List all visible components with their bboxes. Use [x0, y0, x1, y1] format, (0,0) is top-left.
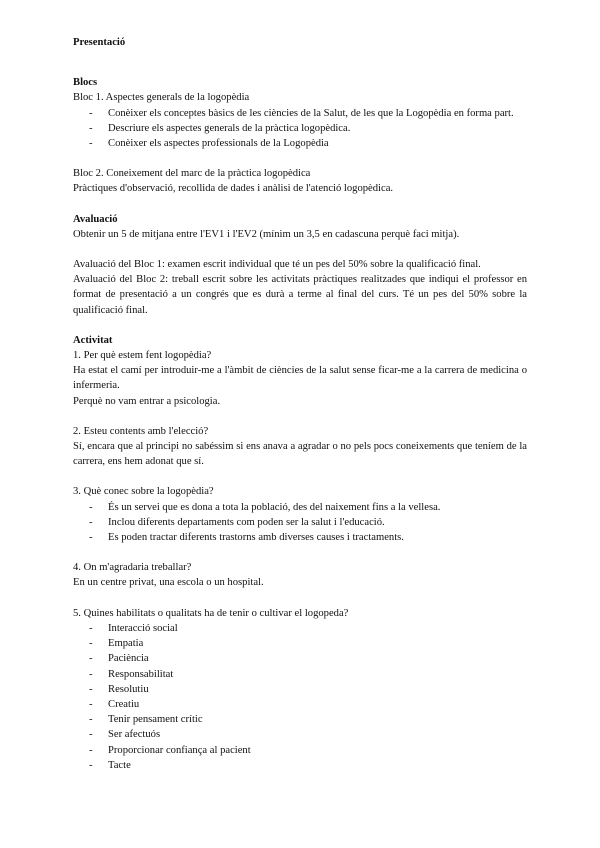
activitat-heading: Activitat — [73, 334, 113, 346]
bloc2-text: Pràctiques d'observació, recollida de dades i anàlisi de l'atenció logopèdica. — [73, 183, 394, 195]
list-item: - Proporcionar confiança al pacient — [89, 744, 251, 756]
list-item: - Inclou diferents departaments com poden ser la salut i l'educació. — [89, 516, 385, 528]
blocs-heading: Blocs — [73, 77, 98, 89]
answer-2: Sí, encara que al principi no sabéssim si ens anava a agradar o no pels pocs coneixements que teníem de la carrera, ens hem adonat que sí. — [73, 441, 527, 468]
list-item: - Conèixer els aspectes professionals de la Logopèdia — [89, 138, 329, 150]
question-5: 5. Quines habilitats o qualitats ha de tenir o cultivar el logopeda? — [73, 607, 349, 619]
list-item: - Conèixer els conceptes bàsics de les ciències de la Salut, de les que la Logopèdia en forma part. — [89, 107, 514, 119]
answer-4: En un centre privat, una escola o un hospital. — [73, 577, 264, 589]
list-item: - Tacte — [89, 759, 131, 771]
document-title: Presentació — [73, 37, 126, 48]
q3-list — [73, 500, 527, 546]
avaluacio-text-1: Obtenir un 5 de mitjana entre l'EV1 i l'EV2 (mínim un 3,5 en cadascuna perquè faci mitja). — [73, 228, 460, 240]
list-item: - Responsabilitat — [89, 668, 174, 680]
question-1: 1. Per què estem fent logopèdia? — [73, 350, 212, 362]
list-item: - Paciència — [89, 653, 149, 665]
answer-1b: Perquè no vam entrar a psicologia. — [73, 395, 221, 407]
bloc2-title: Bloc 2. Coneixement del marc de la pràctica logopèdica — [73, 168, 311, 180]
list-item: - És un servei que es dona a tota la població, des del naixement fins a la vellesa. — [89, 501, 441, 513]
bloc1-list — [73, 106, 527, 152]
list-item: - Ser afectuós — [89, 729, 161, 741]
question-2: 2. Esteu contents amb l'elecció? — [73, 425, 209, 437]
list-item: - Empatia — [89, 638, 144, 650]
list-item: - Resolutiu — [89, 683, 149, 695]
avaluacio-text-3: Avaluació del Bloc 2: treball escrit sobre les activitats pràctiques realitzades que indiqui el professor en format de presentació a un congrés que es durà a terme al final del curs. Té un pes del 50% sobre la qualificació final. — [73, 274, 527, 316]
list-item: - Descriure els aspectes generals de la pràctica logopèdica. — [89, 122, 351, 134]
avaluacio-heading: Avaluació — [73, 213, 118, 225]
question-4: 4. On m'agradaria treballar? — [73, 562, 192, 574]
list-item: - Interacció social — [89, 622, 178, 634]
q5-list — [73, 621, 527, 773]
list-item: - Tenir pensament crític — [89, 714, 203, 726]
bloc1-title: Bloc 1. Aspectes generals de la logopèdia — [73, 92, 250, 104]
document-content — [73, 35, 527, 773]
list-item: - Creatiu — [89, 698, 140, 710]
answer-1a: Ha estat el camí per introduir-me a l'àmbit de ciències de la salut sense ficar-me a la carrera de medicina o infermeria. — [73, 365, 527, 392]
avaluacio-text-2: Avaluació del Bloc 1: examen escrit individual que té un pes del 50% sobre la qualificació final. — [73, 259, 481, 271]
question-3: 3. Què conec sobre la logopèdia? — [73, 486, 214, 498]
list-item: - Es poden tractar diferents trastorns amb diverses causes i tractaments. — [89, 532, 404, 544]
